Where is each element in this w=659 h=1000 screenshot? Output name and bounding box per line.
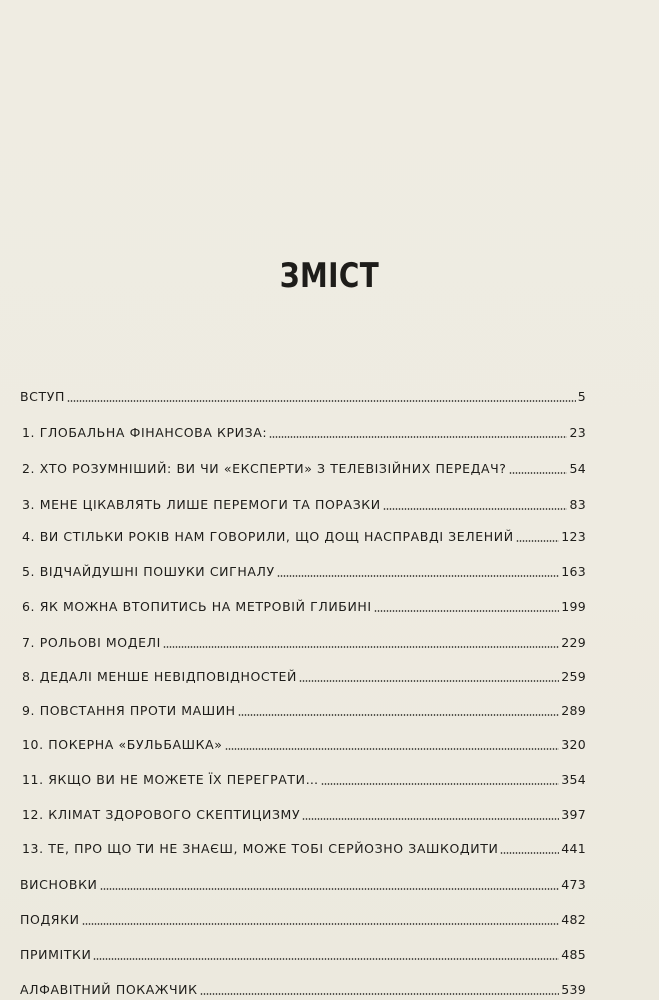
dot-leader [238, 714, 560, 716]
toc-entry-page-number: 5 [577, 389, 586, 404]
toc-entry-title: 1. ГЛОБАЛЬНА ФІНАНСОВА КРИЗА: [22, 425, 268, 440]
toc-entry-page-number: 441 [561, 841, 586, 856]
toc-entry-page-number: 23 [569, 425, 586, 440]
toc-entry [20, 381, 586, 405]
toc-entry [20, 661, 586, 685]
toc-entry-title: 6. ЯК МОЖНА ВТОПИТИСЬ НА МЕТРОВІЙ ГЛИБИНІ [22, 599, 372, 614]
toc-entry-page-number: 199 [561, 599, 586, 614]
toc-entry-page-number: 83 [569, 497, 586, 512]
dot-leader [225, 748, 560, 750]
dot-leader [200, 993, 560, 995]
toc-entry-title: ПОДЯКИ [20, 912, 80, 927]
toc-entry-page-number: 289 [561, 703, 586, 718]
dot-leader [277, 575, 560, 577]
dot-leader [302, 818, 559, 820]
toc-entry-page-number: 123 [561, 529, 586, 544]
dot-leader [299, 680, 559, 682]
toc-entry-page-number: 163 [561, 564, 586, 579]
toc-entry-page-number: 482 [561, 912, 586, 927]
dot-leader [100, 888, 560, 890]
toc-entry-title: 11. ЯКЩО ВИ НЕ МОЖЕТЕ ЇХ ПЕРЕГРАТИ… [22, 772, 319, 787]
dot-leader [383, 508, 568, 510]
dot-leader [516, 540, 560, 542]
toc-entry-title: 9. ПОВСТАННЯ ПРОТИ МАШИН [22, 703, 236, 718]
toc-entry [20, 591, 586, 615]
dot-leader [269, 436, 567, 438]
toc-entry [20, 417, 586, 441]
toc-entry-page-number: 320 [561, 737, 586, 752]
toc-entry-title: ВСТУП [20, 389, 65, 404]
toc-entry [20, 695, 586, 719]
toc-entry [20, 904, 586, 928]
toc-entry-page-number: 54 [569, 461, 586, 476]
toc-entry [20, 939, 586, 963]
toc-entry-page-number: 397 [561, 807, 586, 822]
toc-entry-title: 2. ХТО РОЗУМНІШИЙ: ВИ ЧИ «ЕКСПЕРТИ» З ТЕЛЕВІЗІЙНИХ ПЕРЕДАЧ? [22, 461, 507, 476]
toc-entry-title: ПРИМІТКИ [20, 947, 92, 962]
toc-entry-page-number: 354 [561, 772, 586, 787]
toc-entry-page-number: 229 [561, 635, 586, 650]
toc-entry-title: 12. КЛІМАТ ЗДОРОВОГО СКЕПТИЦИЗМУ [22, 807, 301, 822]
toc-entry [20, 489, 586, 513]
toc-entry-title: 3. МЕНЕ ЦІКАВЛЯТЬ ЛИШЕ ПЕРЕМОГИ ТА ПОРАЗКИ [22, 497, 381, 512]
toc-entry-title: 4. ВИ СТІЛЬКИ РОКІВ НАМ ГОВОРИЛИ, ЩО ДОЩ НАСПРАВДІ ЗЕЛЕНИЙ [22, 529, 514, 544]
toc-entry [20, 833, 586, 857]
dot-leader [321, 783, 560, 785]
dot-leader [93, 958, 559, 960]
toc-entry [20, 799, 586, 823]
dot-leader [500, 852, 559, 854]
toc-entry-page-number: 259 [561, 669, 586, 684]
toc-entry-title: 8. ДЕДАЛІ МЕНШЕ НЕВІДПОВІДНОСТЕЙ [22, 669, 297, 684]
toc-entry-title: 7. РОЛЬОВІ МОДЕЛІ [22, 635, 161, 650]
dot-leader [509, 472, 568, 474]
dot-leader [67, 400, 576, 402]
toc-entry [20, 521, 586, 545]
toc-entry [20, 556, 586, 580]
toc-entry-title: ВИСНОВКИ [20, 877, 98, 892]
toc-entry-page-number: 539 [561, 982, 586, 997]
dot-leader [163, 646, 559, 648]
dot-leader [374, 610, 560, 612]
toc-entry-title: АЛФАВІТНИЙ ПОКАЖЧИК [20, 982, 198, 997]
toc-entry [20, 974, 586, 998]
toc-entry [20, 729, 586, 753]
toc-entry [20, 453, 586, 477]
toc-entry-title: 5. ВІДЧАЙДУШНІ ПОШУКИ СИГНАЛУ [22, 564, 275, 579]
toc-entry [20, 764, 586, 788]
toc-entry-page-number: 485 [561, 947, 586, 962]
toc-entry-title: 10. ПОКЕРНА «БУЛЬБАШКА» [22, 737, 223, 752]
toc-entry [20, 627, 586, 651]
toc-entry [20, 869, 586, 893]
toc-entry-page-number: 473 [561, 877, 586, 892]
page-title: ЗМІСТ [279, 256, 380, 296]
toc-entry-title: 13. ТЕ, ПРО ЩО ТИ НЕ ЗНАЄШ, МОЖЕ ТОБІ СЕРЙОЗНО ЗАШКОДИТИ [22, 841, 499, 856]
dot-leader [82, 923, 560, 925]
